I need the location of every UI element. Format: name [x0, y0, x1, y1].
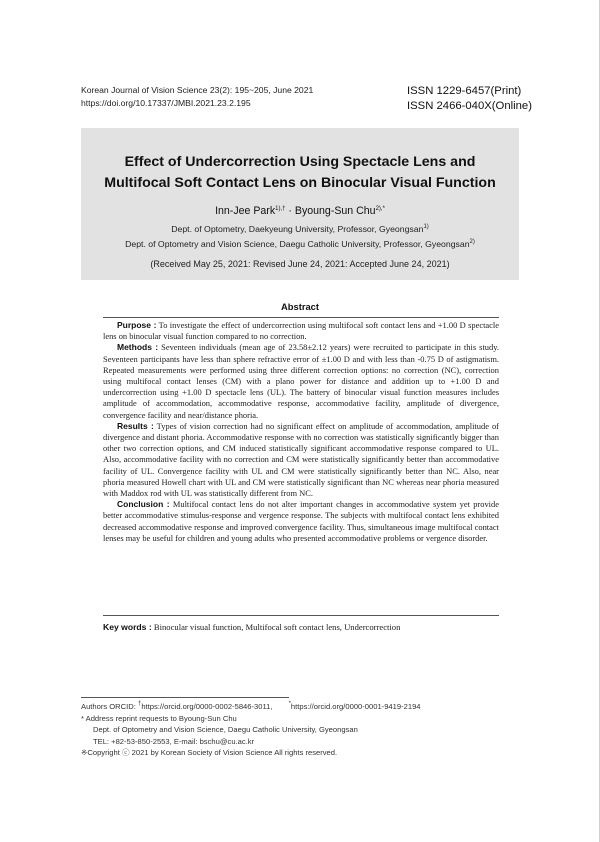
purpose-label: Purpose : — [117, 320, 157, 330]
title-line-2: Multifocal Soft Contact Lens on Binocular Visual Function — [104, 174, 496, 191]
reprint-dept-line: Dept. of Optometry and Vision Science, Daegu Catholic University, Gyeongsan — [93, 725, 358, 734]
orcid-2: https://orcid.org/0000-0001-9419-2194 — [290, 702, 421, 711]
affiliation-2 — [81, 239, 519, 249]
abstract-results — [103, 421, 499, 499]
orcid-1: https://orcid.org/0000-0002-5846-3011, — [141, 702, 275, 711]
keywords — [103, 622, 499, 632]
abstract-top-rule — [103, 317, 499, 318]
abstract-purpose — [103, 320, 499, 342]
author-2-mark: 2),* — [375, 206, 385, 212]
abstract-bottom-rule — [103, 615, 499, 616]
doi-line: https://doi.org/10.17337/JMBI.2021.23.2.195 — [81, 98, 251, 108]
journal-citation — [81, 84, 313, 110]
methods-label: Methods : — [117, 342, 159, 353]
affiliation-1 — [81, 224, 519, 234]
title-line-1: Effect of Undercorrection Using Spectacle Lens and — [124, 154, 476, 170]
issn-print: ISSN 1229-6457(Print) — [407, 85, 522, 97]
affiliation-1-mark: 1) — [423, 224, 429, 230]
reprint-contact-line: TEL: +82-53-850-2553, E-mail: bschu@cu.ac.kr — [93, 736, 255, 746]
orcid-line — [81, 701, 521, 713]
abstract-methods — [103, 342, 499, 420]
affiliation-1-text: Dept. of Optometry, Daekyeung University, Professor, Gyeongsan — [171, 224, 424, 234]
author-separator: · — [285, 205, 295, 217]
footnotes — [81, 701, 521, 759]
abstract-heading: Abstract — [280, 301, 320, 312]
keywords-label: Key words : — [103, 622, 152, 632]
results-label: Results : — [117, 420, 154, 431]
orcid-mark-2: * — [288, 701, 291, 707]
orcid-label: Authors ORCID: — [81, 702, 138, 711]
paper-title — [81, 152, 519, 193]
reprint-line: * Address reprint requests to Byoung-Sun Chu — [81, 713, 237, 723]
methods-text: Seventeen individuals (mean age of 23.58±2.12 years) were recruited to participate in this study. Seventeen participants have less than sphere refractive error of ±1.00 D and with less than -0.75 D of astigmatism. Repeated measurements were performed using three different correction options: no correction (NC), correction using multifocal contact lenses (CM) with a plano power for distance and addition up to +1.00 D and undercorrection using +1.00 D spectacle lens (UL). The battery of binocular visual function measures includes amplitude of accommodation, accommodative response, accommodative facility, amplitude of divergence, convergence facility and near/distance phoria. — [103, 342, 500, 420]
orcid-mark-1: † — [137, 701, 142, 707]
copyright-line: ※Copyright ⓒ 2021 by Korean Society of Vision Science All rights reserved. — [81, 748, 338, 757]
author-1-mark: 1),† — [275, 206, 286, 212]
conclusion-text: Multifocal contact lens do not alter important changes in accommodative system yet provide better accommodative stimulus-response and vergence response. The subjects with multifocal contact lens exhibited decreased accommodative response and improved convergence facility. Thus, simultaneous image multifocal contact lenses may be useful for children and young adults who presented accommodative problems or vergence disorder. — [103, 499, 499, 543]
title-box — [81, 128, 519, 280]
received-dates: (Received May 25, 2021: Revised June 24, 2021: Accepted June 24, 2021) — [150, 259, 450, 269]
conclusion-label: Conclusion : — [117, 499, 170, 510]
journal-line: Korean Journal of Vision Science 23(2): 195~205, June 2021 — [81, 85, 314, 95]
abstract-body — [103, 320, 499, 544]
issn-block — [407, 84, 532, 113]
purpose-text: To investigate the effect of undercorrection using multifocal soft contact lens and +1.00 D spectacle lens on binocular visual function compared to no correction. — [103, 320, 499, 342]
author-1: Inn-Jee Park — [215, 205, 276, 217]
author-list — [81, 205, 519, 217]
affiliation-2-text: Dept. of Optometry and Vision Science, Daegu Catholic University, Professor, Gyeongsan — [125, 239, 470, 249]
keywords-text: Binocular visual function, Multifocal soft contact lens, Undercorrection — [151, 622, 401, 632]
footnote-rule — [81, 697, 289, 698]
results-text: Types of vision correction had no significant effect on amplitude of accommodation, amplitude of divergence and distant phoria. Accommodative response with no correction was statistically significantly bigger than other two correction options, and CM induced statistically significant accommodative response compared to UL. Also, accommodative facility with no correction and CM were statistically significantly better than accommodative facility of UL. Convergence facility with UL and CM were statistically significantly better than NC. Also, near phoria measured Howell chart with UL and CM were statistically significant than NC whereas near phoria measured with Maddox rod with UL was statistically different from NC. — [103, 420, 499, 499]
affiliation-2-mark: 2) — [469, 239, 475, 245]
author-2: Byoung-Sun Chu — [294, 205, 376, 217]
abstract-conclusion — [103, 499, 499, 544]
issn-online: ISSN 2466-040X(Online) — [407, 99, 532, 112]
